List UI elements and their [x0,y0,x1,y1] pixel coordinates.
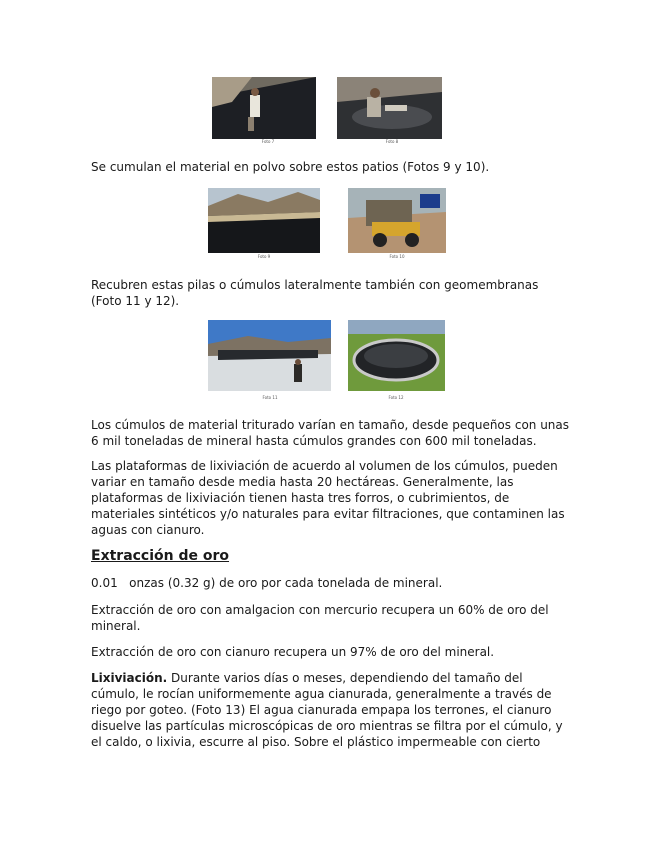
photo-worker-geomembrane [212,77,316,139]
photo-caption: Foto 12 [388,395,404,400]
photo-row-1 [0,77,655,147]
paragraph: Extracción de oro con cianuro recupera un 97% de oro del mineral. [91,645,495,659]
photo-caption: Foto 10 [389,254,405,259]
paragraph: Se cumulan el material en polvo sobre estos patios (Fotos 9 y 10). [91,160,490,174]
photo-row-3 [0,320,655,400]
bold-term: Lixiviación. [91,671,168,685]
paragraph-text: Durante varios días o meses, dependiendo del tamaño del cúmulo, le rocían uniformemente agua cianurada, generalmente a través de riego por goteo. (Foto 13) El agua cianurada empapa los terrones, el cianuro disuelve las partículas microscópicas de oro mientras se filtra por el cúmulo, y el caldo, o lixivia, escurre al piso. Sobre el plástico impermeable con cierto [91,671,563,749]
photo-caption: Foto 7 [261,139,275,144]
photo-caption: Foto 8 [385,139,399,144]
paragraph: Recubren estas pilas o cúmulos lateralmente también con geomembranas (Foto 11 y 12). [91,278,539,308]
photo-caption: Foto 9 [257,254,271,259]
photo-worker-welding [337,77,442,139]
section-heading: Extracción de oro [91,548,230,564]
paragraph: 0.01 onzas (0.32 g) de oro por cada tonelada de mineral. [91,576,443,590]
photo-pile-covering [208,320,331,391]
paragraph: Extracción de oro con amalgacion con mercurio recupera un 60% de oro del mineral. [91,603,549,633]
paragraph-lixiviacion [91,670,571,750]
photo-haul-truck [348,188,446,253]
paragraph: Las plataformas de lixiviación de acuerdo al volumen de los cúmulos, pueden variar en tamaño desde media hasta 20 hectáreas. Generalmente, las plataformas de lixiviación tienen hasta tres forros, o cubrimientos, de materiales sintéticos y/o naturales para evitar filtraciones, que contaminen las aguas con cianuro. [91,459,565,537]
photo-pond-fence [348,320,445,391]
photo-row-2 [0,188,655,258]
paragraph: Los cúmulos de material triturado varían en tamaño, desde pequeños con unas 6 mil toneladas de mineral hasta cúmulos grandes con 600 mil toneladas. [91,418,570,448]
photo-caption: Foto 11 [262,395,278,400]
photo-leach-pad [208,188,320,253]
